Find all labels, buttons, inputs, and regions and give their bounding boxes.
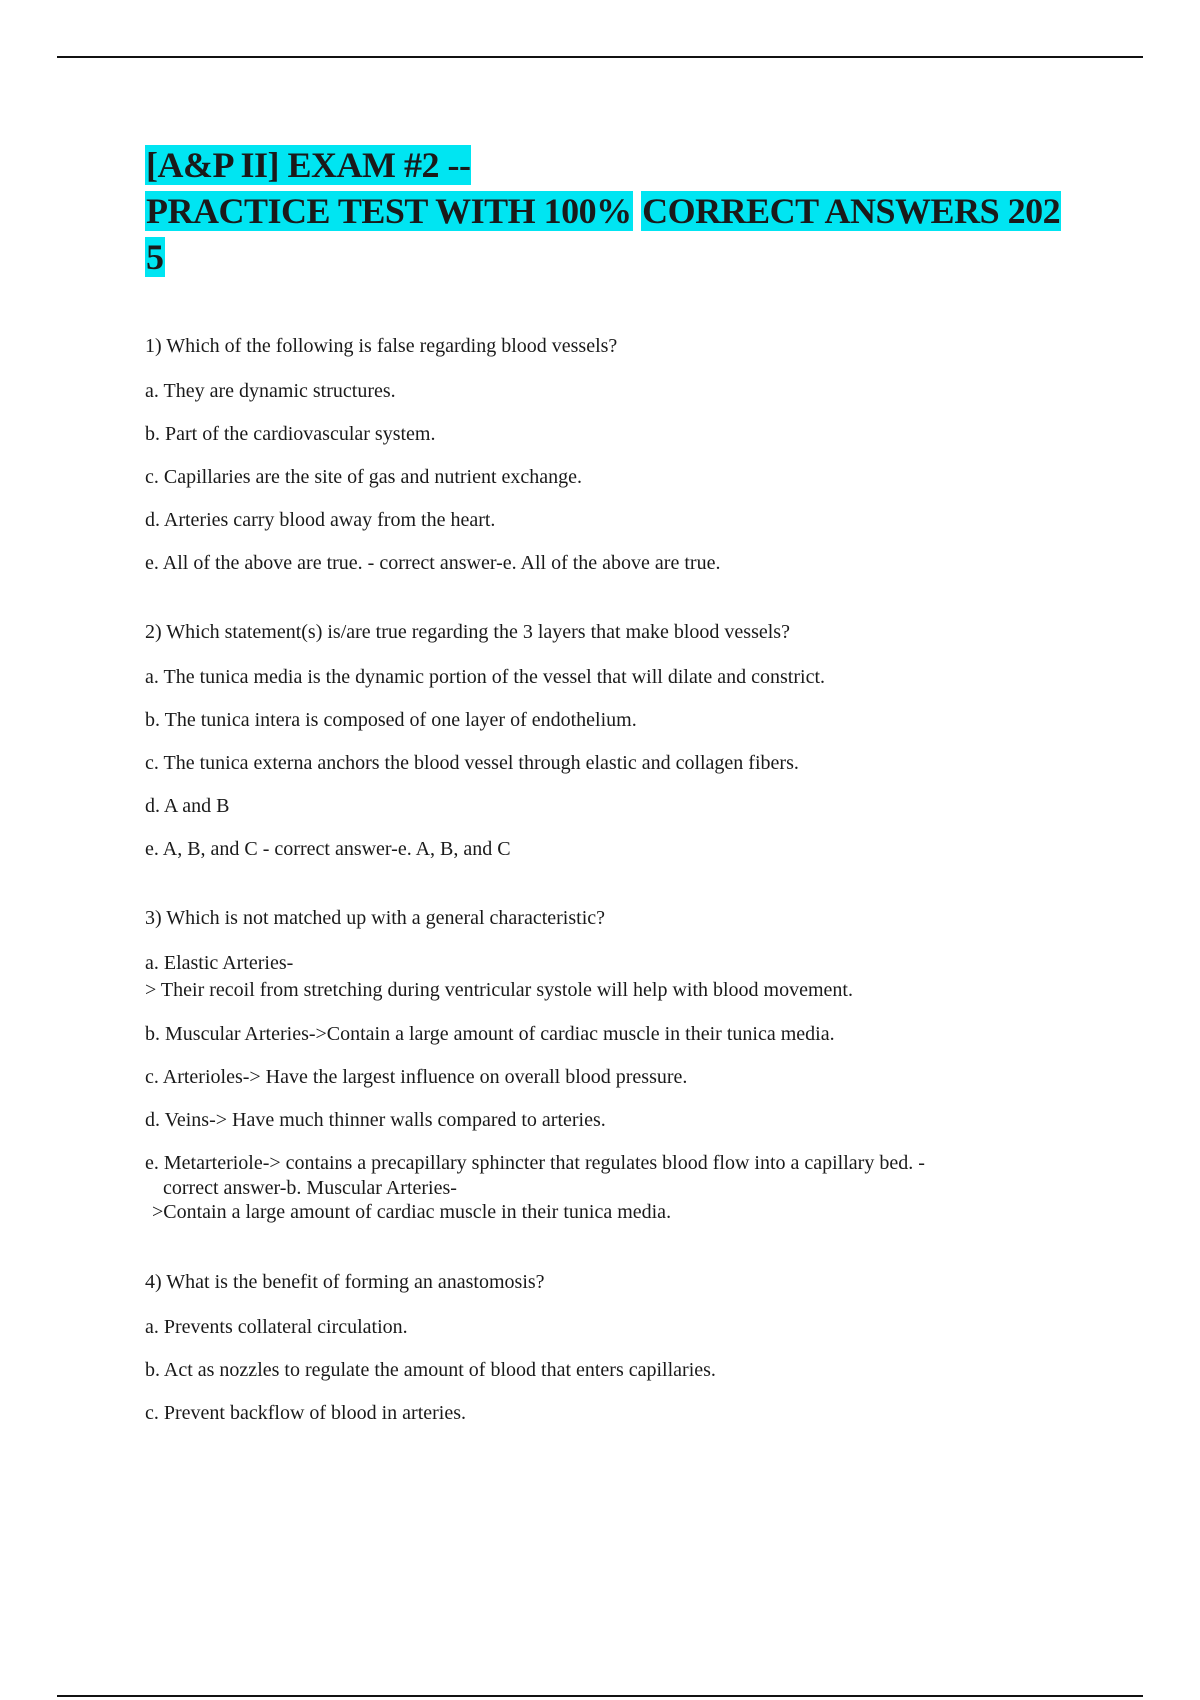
document-title (145, 142, 1105, 280)
answer-option-with-correct-answer: e. All of the above are true. - correct answer-e. All of the above are true. (145, 552, 721, 574)
answer-option: b. Part of the cardiovascular system. (145, 423, 436, 445)
answer-option (145, 950, 1065, 1004)
question-list (145, 333, 1065, 1469)
title-line-3: 5 (146, 237, 164, 277)
answer-option: c. Capillaries are the site of gas and nutrient exchange. (145, 466, 583, 488)
answer-option: b. Act as nozzles to regulate the amount of blood that enters capillaries. (145, 1359, 716, 1381)
answer-option: d. Veins-> Have much thinner walls compared to arteries. (145, 1109, 606, 1131)
answer-option-line: e. Metarteriole-> contains a precapillary sphincter that regulates blood flow into a capillary bed. - (145, 1152, 925, 1174)
answer-option: b. Muscular Arteries->Contain a large amount of cardiac muscle in their tunica media. (145, 1023, 835, 1045)
answer-option: c. Arterioles-> Have the largest influence on overall blood pressure. (145, 1066, 688, 1088)
top-rule (57, 56, 1143, 58)
question-1 (145, 333, 1065, 576)
question-text: 3) Which is not matched up with a general characteristic? (145, 907, 605, 929)
question-text: 2) Which statement(s) is/are true regarding the 3 layers that make blood vessels? (145, 621, 790, 643)
question-2 (145, 619, 1065, 862)
answer-option: d. Arteries carry blood away from the heart. (145, 509, 496, 531)
title-line-2-part-1: PRACTICE TEST WITH 100% (146, 191, 632, 231)
answer-option: a. They are dynamic structures. (145, 380, 396, 402)
answer-option-line: >Contain a large amount of cardiac muscle in their tunica media. (152, 1201, 672, 1223)
answer-option: d. A and B (145, 795, 230, 817)
answer-option: a. Prevents collateral circulation. (145, 1316, 408, 1338)
answer-option-line: > Their recoil from stretching during ventricular systole will help with blood movement. (145, 979, 853, 1001)
question-3 (145, 905, 1065, 1226)
answer-option: c. Prevent backflow of blood in arteries. (145, 1402, 467, 1424)
answer-option: b. The tunica intera is composed of one layer of endothelium. (145, 709, 637, 731)
title-line-2-part-2: CORRECT ANSWERS 202 (642, 191, 1061, 231)
answer-option-with-correct-answer: e. A, B, and C - correct answer-e. A, B, and C (145, 838, 511, 860)
answer-option: c. The tunica externa anchors the blood vessel through elastic and collagen fibers. (145, 752, 799, 774)
question-text: 1) Which of the following is false regarding blood vessels? (145, 335, 618, 357)
answer-option-line: correct answer-b. Muscular Arteries- (163, 1177, 457, 1199)
answer-option-line: a. Elastic Arteries- (145, 952, 294, 974)
bottom-rule (57, 1695, 1143, 1697)
question-text: 4) What is the benefit of forming an anastomosis? (145, 1271, 545, 1293)
question-4 (145, 1269, 1065, 1426)
answer-option: a. The tunica media is the dynamic portion of the vessel that will dilate and constrict. (145, 666, 825, 688)
title-line-1: [A&P II] EXAM #2 -- (146, 145, 471, 185)
answer-option-with-correct-answer (145, 1150, 1065, 1226)
